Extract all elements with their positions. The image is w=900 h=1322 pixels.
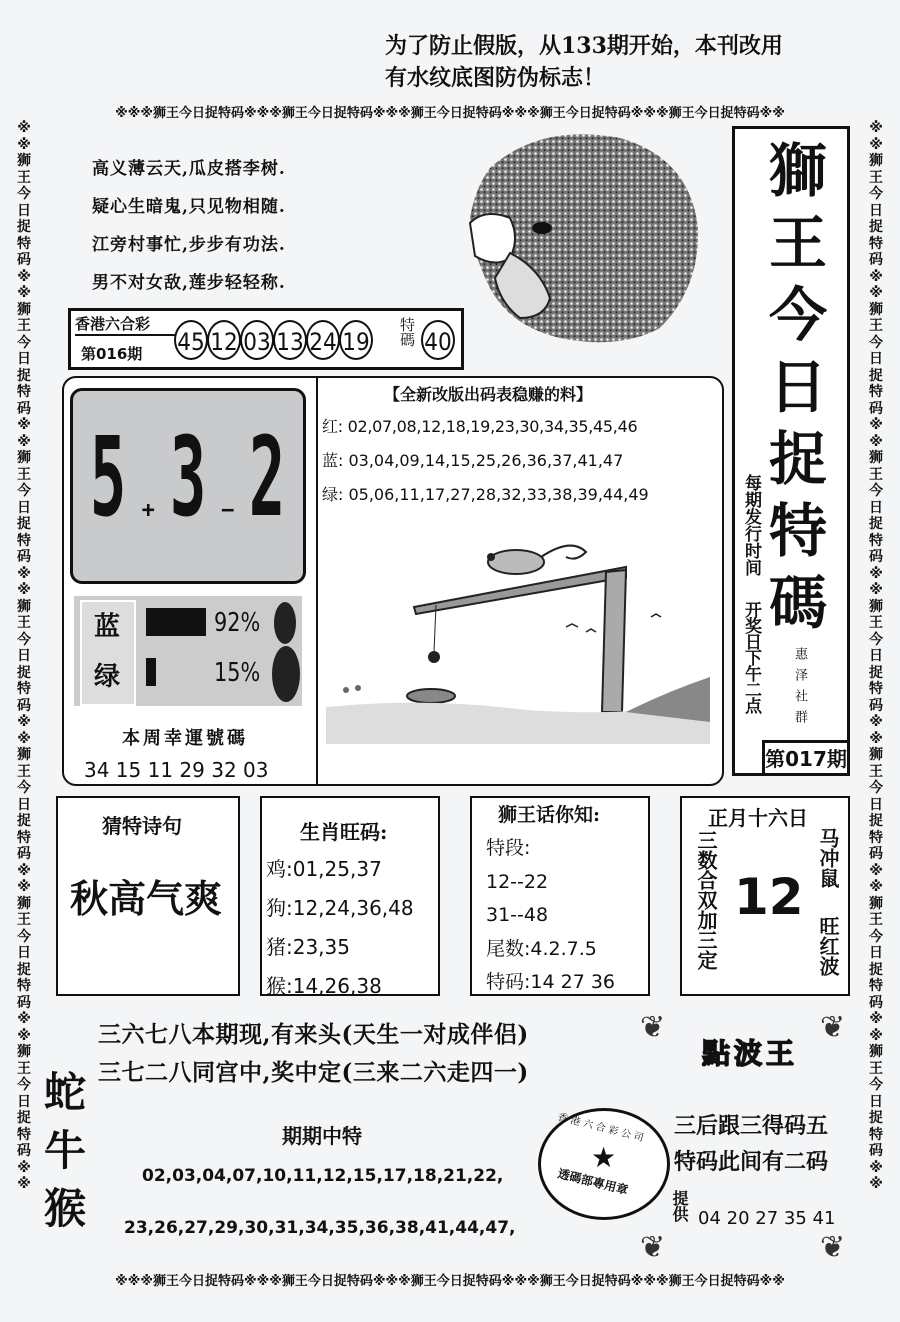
bar-blue (146, 608, 206, 636)
lottery-ball: 45 (174, 320, 208, 360)
ornament-icon: ❦ (640, 1010, 666, 1045)
lucky-title: 本周幸運號碼 (122, 728, 248, 749)
publisher: 惠泽社群 (792, 647, 807, 731)
notice-line-2: 有水纹底图防伪标志！ (385, 65, 606, 91)
border-top: ※※※狮王今日捉特码※※※狮王今日捉特码※※※狮王今日捉特码※※※狮王今日捉特码※※※狮王今日捉特码※※ (115, 106, 785, 121)
provide-label: 提供 (670, 1190, 689, 1222)
zodiac-row: 鸡:01,25,37 (266, 857, 382, 881)
animals: 蛇牛猴 (44, 1068, 87, 1233)
minus-sign: − (221, 498, 235, 523)
lottery-ball: 19 (339, 320, 373, 360)
middle-panel (62, 376, 724, 786)
lion-image (450, 128, 705, 348)
ornament-icon: ❦ (820, 1230, 846, 1265)
digit-1: 5 (90, 413, 127, 541)
right-riddle-line: 三后跟三得码五 (674, 1113, 829, 1139)
guess-poem: 秋高气爽 (70, 876, 223, 921)
lottery-ball: 24 (306, 320, 340, 360)
lottery-period: 第016期 (81, 345, 143, 363)
lottery-ball: 13 (273, 320, 307, 360)
notice-line-1: 为了防止假版，从133期开始，本刊改用 (385, 33, 783, 59)
riddle-line: 三六七八本期现,有来头(天生一对成伴侣) (98, 1021, 529, 1048)
date-right-bottom: 旺红波 (816, 916, 840, 976)
percent-blue: 92% (214, 608, 261, 638)
digit-3: 2 (249, 413, 286, 541)
right-riddle-line: 特码此间有二码 (674, 1149, 829, 1175)
riddle-line: 三七二八同宫中,奖中定(三来二六走四一) (98, 1059, 529, 1086)
date-box (680, 796, 850, 996)
green-ball-icon (272, 646, 300, 702)
period-special-line-2: 23,26,27,29,30,31,34,35,36,38,41,44,47, (124, 1218, 516, 1238)
star-icon: ★ (591, 1141, 617, 1174)
color-label-green: 绿 (94, 662, 121, 692)
special-ball: 40 (421, 320, 455, 360)
percent-green: 15% (214, 658, 261, 688)
tips-row: 尾数:4.2.7.5 (486, 937, 597, 960)
poem-line: 疑心生暗鬼,只见物相随. (92, 197, 286, 217)
border-bottom: ※※※狮王今日捉特码※※※狮王今日捉特码※※※狮王今日捉特码※※※狮王今日捉特码※※※狮王今日捉特码※※ (115, 1274, 785, 1289)
masthead-period: 第017期 (762, 740, 850, 776)
date-number: 12 (734, 868, 804, 926)
lucky-numbers: 34 15 11 29 32 03 (84, 758, 269, 782)
zodiac-title: 生肖旺码: (300, 820, 388, 844)
ornament-icon: ❦ (640, 1230, 666, 1265)
masthead (732, 126, 850, 776)
bar-green (146, 658, 156, 686)
date-right-top: 马冲鼠 (816, 828, 840, 888)
riddle (98, 1016, 529, 1092)
poem (92, 150, 286, 302)
tips-row: 31--48 (486, 904, 549, 926)
provide-numbers: 04 20 27 35 41 (698, 1208, 836, 1229)
draw-time: 开奖日下午二点 (741, 601, 761, 713)
color-label-blue: 蓝 (94, 612, 121, 642)
tips-box (470, 796, 650, 996)
table-red: 红: 02,07,08,12,18,19,23,30,34,35,45,46 (322, 417, 638, 436)
ornament-icon: ❦ (820, 1010, 846, 1045)
table-title: 【全新改版出码表稳赚的料】 (384, 385, 593, 404)
poem-line: 男不对女敌,莲步轻轻称. (92, 273, 286, 293)
mouse-trap-illustration (326, 512, 710, 744)
tips-row: 特段: (486, 837, 531, 859)
tips-row: 12--22 (486, 870, 549, 893)
lottery-name: 香港六合彩 (75, 313, 175, 336)
tips-title: 狮王话你知: (498, 804, 601, 826)
seal-stamp (538, 1108, 670, 1220)
date-title: 正月十六日 (708, 806, 808, 830)
poem-line: 江旁村事忙,步步有功法. (92, 235, 286, 255)
guess-box (56, 796, 240, 996)
lottery-result (68, 308, 464, 370)
date-left: 三数合双加三定 (694, 830, 718, 970)
table-blue: 蓝: 03,04,09,14,15,25,26,36,37,41,47 (322, 451, 624, 470)
zodiac-row: 猴:14,26,38 (266, 974, 382, 998)
zodiac-row: 狗:12,24,36,48 (266, 896, 414, 920)
tips-row: 特码:14 27 36 (486, 971, 616, 993)
color-stats (74, 596, 302, 706)
digit-2: 3 (169, 413, 207, 541)
notice (385, 30, 783, 94)
wave-king: 點波王 (702, 1037, 799, 1070)
lottery-ball: 03 (240, 320, 274, 360)
seal-band-text: 透碼部專用章 (556, 1166, 630, 1198)
border-left: ※※狮王今日捉特码※※狮王今日捉特码※※狮王今日捉特码※※狮王今日捉特码※※狮王今日捉特码※※狮王今日捉特码※※狮王今日捉特码※※ (17, 120, 31, 1192)
seal-ring-text: 香港六合彩公司 (556, 1112, 648, 1145)
masthead-title: 獅王今日捉特碼 (769, 137, 828, 637)
special-label: 特碼 (398, 317, 416, 347)
zodiac-box (260, 796, 440, 996)
plus-sign: + (141, 498, 155, 523)
digit-screen (70, 388, 306, 584)
period-special-line-1: 02,03,04,07,10,11,12,15,17,18,21,22, (142, 1166, 504, 1186)
blue-ball-icon (274, 602, 296, 644)
lottery-numbers (174, 320, 372, 360)
color-labels (80, 600, 136, 706)
zodiac-row: 猪:23,35 (266, 935, 350, 959)
period-special-title: 期期中特 (282, 1124, 362, 1148)
right-riddle (674, 1108, 828, 1180)
zodiac-rows (266, 850, 414, 1006)
schedule: 每期发行时间 (741, 474, 761, 576)
tips-rows (486, 832, 615, 1000)
guess-title: 猜特诗句 (102, 814, 182, 838)
poem-line: 高义薄云天,瓜皮搭李树. (92, 159, 286, 179)
border-right: ※※狮王今日捉特码※※狮王今日捉特码※※狮王今日捉特码※※狮王今日捉特码※※狮王今日捉特码※※狮王今日捉特码※※狮王今日捉特码※※ (869, 120, 883, 1192)
table-green: 绿: 05,06,11,17,27,28,32,33,38,39,44,49 (322, 485, 649, 504)
lottery-ball: 12 (207, 320, 241, 360)
